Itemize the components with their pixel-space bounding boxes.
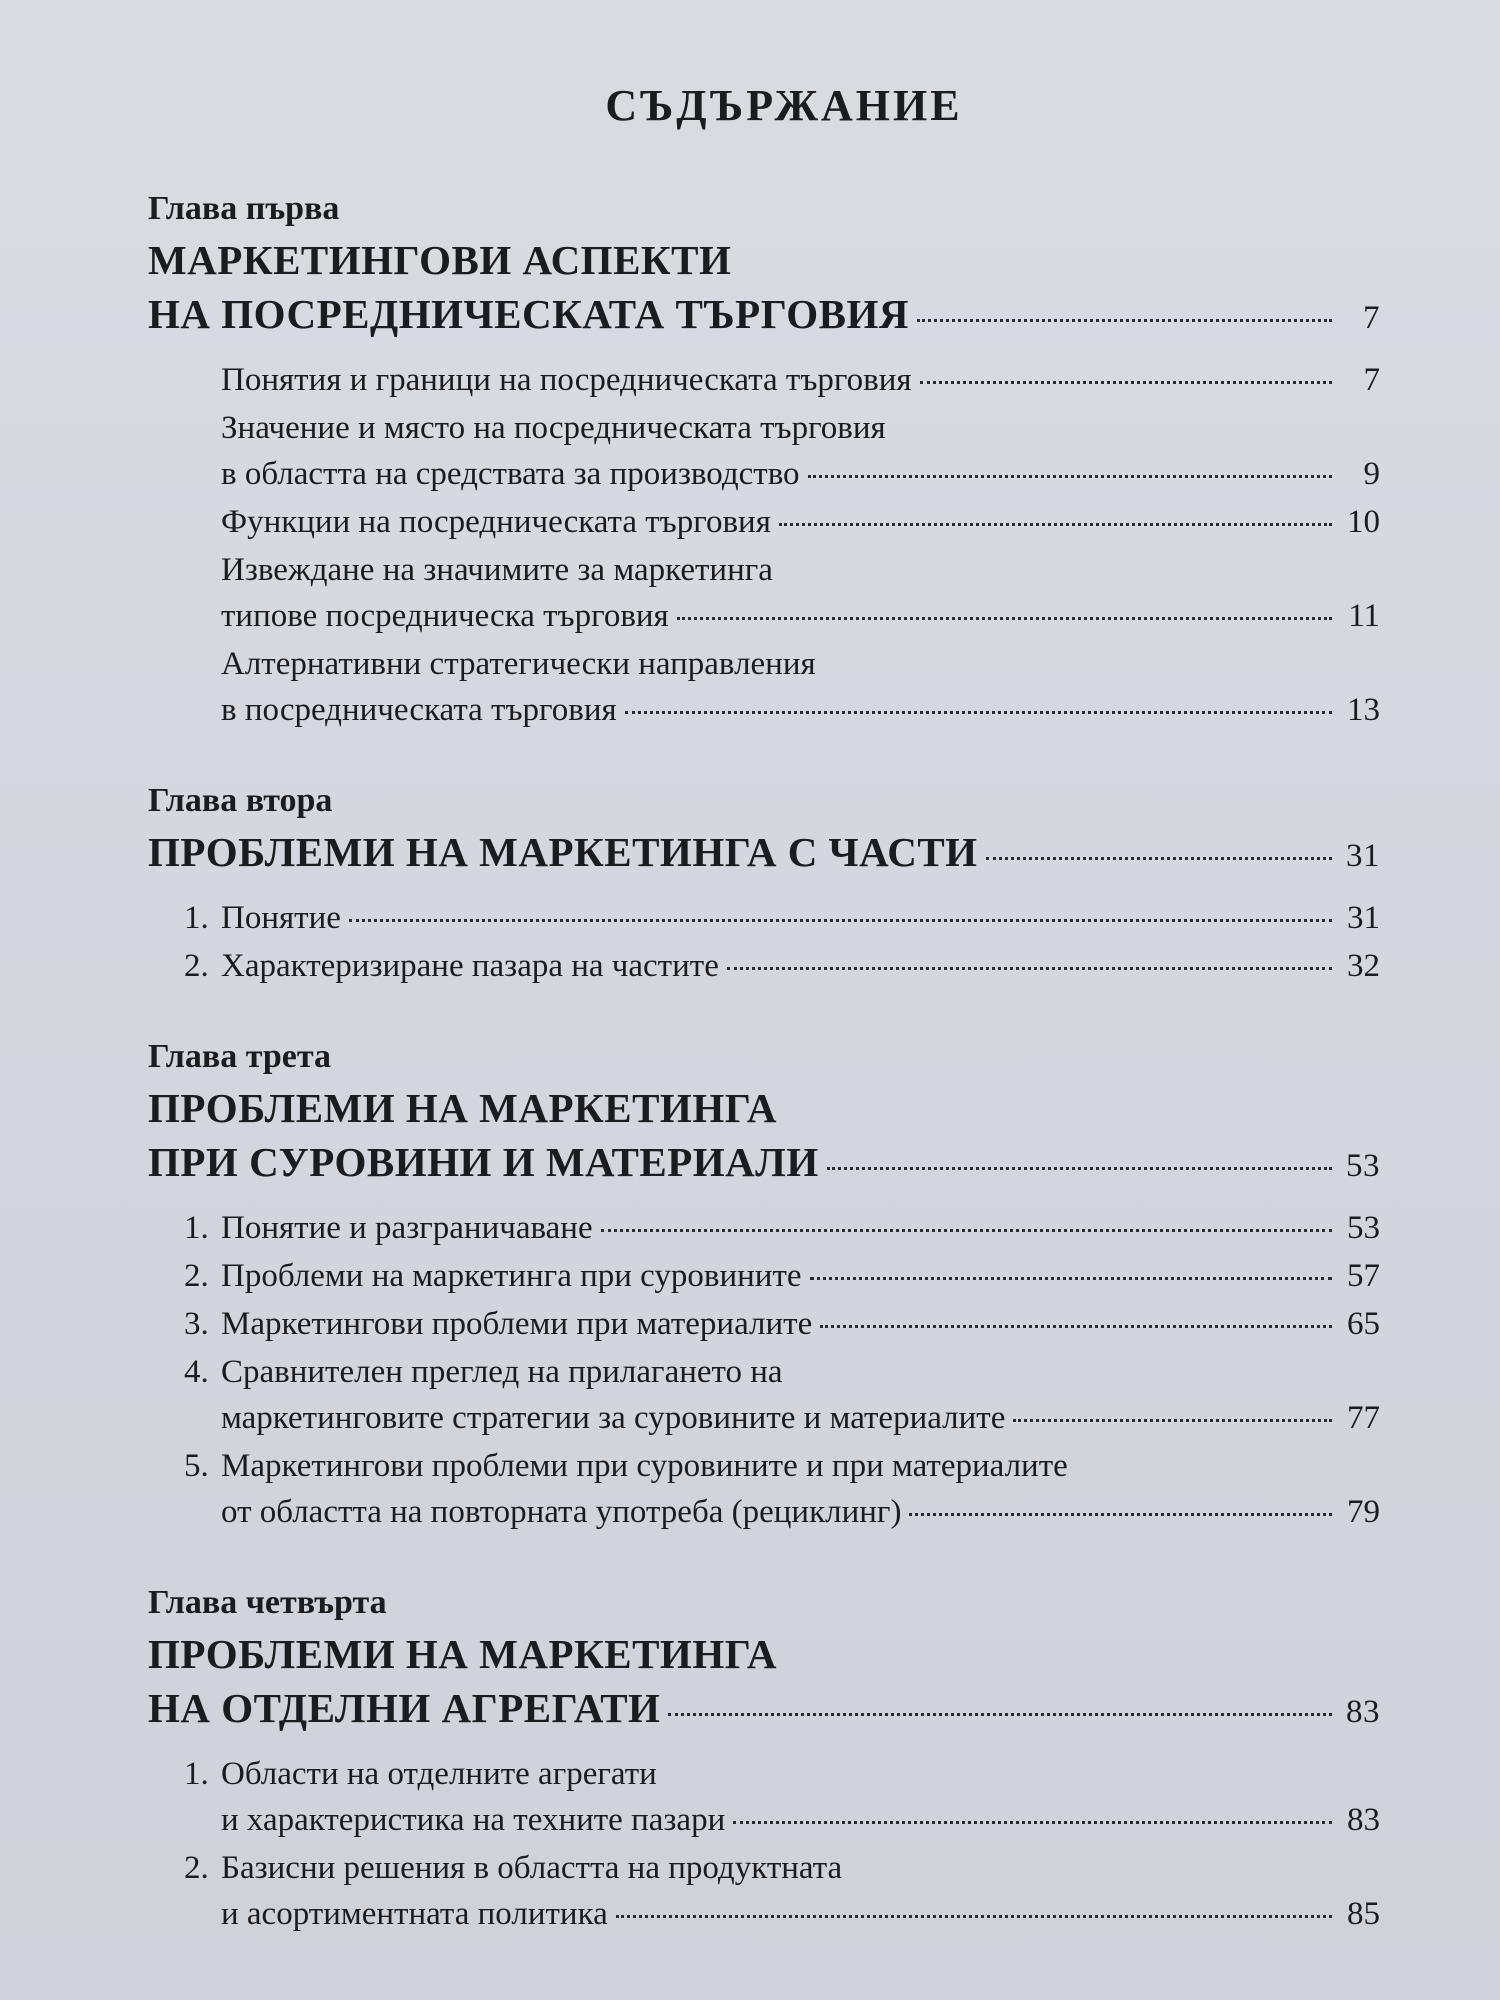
toc-entry[interactable] xyxy=(148,641,1380,733)
entry-list xyxy=(148,1751,1380,1937)
entry-text: Понятие xyxy=(221,900,341,936)
entry-number: 4. xyxy=(184,1354,209,1390)
entry-text: Характеризиране пазара на частите xyxy=(221,948,719,984)
entry-number: 2. xyxy=(184,1258,209,1294)
entry-number: 1. xyxy=(184,900,209,936)
entry-text: Маркетингови проблеми при суровините и при материалите xyxy=(221,1448,1068,1484)
entry-text: в посредническата търговия xyxy=(221,692,617,728)
chapter-1 xyxy=(148,189,1380,733)
entry-number: 1. xyxy=(184,1756,209,1792)
dot-leader xyxy=(349,919,1332,922)
entry-number: 5. xyxy=(184,1448,209,1484)
chapter-2 xyxy=(148,781,1380,989)
entry-text: Функции на посредническата търговия xyxy=(221,504,771,540)
dot-leader xyxy=(917,319,1332,322)
chapter-label: Глава втора xyxy=(148,782,333,819)
chapter-heading-row[interactable] xyxy=(148,1681,1380,1739)
entry-number: 2. xyxy=(184,948,209,984)
entry-text: Извеждане на значимите за маркетинга xyxy=(221,552,773,588)
chapter-heading-line: МАРКЕТИНГОВИ АСПЕКТИ xyxy=(148,237,732,283)
entry-number: 2. xyxy=(184,1850,209,1886)
dot-leader xyxy=(920,381,1332,384)
dot-leader xyxy=(616,1915,1332,1918)
toc-entry[interactable] xyxy=(148,1349,1380,1441)
entry-text: маркетинговите стратегии за суровините и материалите xyxy=(221,1400,1006,1436)
entry-text: Понятия и граници на посредническата търговия xyxy=(221,362,912,398)
dot-leader xyxy=(986,857,1332,860)
page-number: 77 xyxy=(1347,1400,1380,1436)
dot-leader xyxy=(827,1167,1332,1170)
page-number: 83 xyxy=(1346,1694,1380,1730)
chapter-heading-line: НА ПОСРЕДНИЧЕСКАТА ТЪРГОВИЯ xyxy=(148,291,910,337)
chapter-heading-row[interactable] xyxy=(148,1135,1380,1193)
chapter-heading-row[interactable] xyxy=(148,825,1380,883)
page-number: 13 xyxy=(1347,692,1380,728)
entry-list xyxy=(148,895,1380,989)
toc-entry[interactable] xyxy=(148,1205,1380,1251)
chapter-label: Глава трета xyxy=(148,1038,331,1075)
chapter-heading-row[interactable] xyxy=(148,287,1380,345)
entry-text: в областта на средствата за производство xyxy=(221,456,800,492)
entry-text: Проблеми на маркетинга при суровините xyxy=(221,1258,802,1294)
toc-entry[interactable] xyxy=(148,357,1380,403)
chapter-heading-line: НА ОТДЕЛНИ АГРЕГАТИ xyxy=(148,1685,661,1731)
dot-leader xyxy=(733,1821,1332,1824)
entry-text: Алтернативни стратегически направления xyxy=(221,646,816,682)
dot-leader xyxy=(625,711,1332,714)
dot-leader xyxy=(727,967,1332,970)
page-number: 11 xyxy=(1348,598,1380,634)
entry-text: Сравнителен преглед на прилагането на xyxy=(221,1354,783,1390)
dot-leader xyxy=(779,523,1332,526)
dot-leader xyxy=(668,1713,1332,1716)
chapter-heading-line: ПРОБЛЕМИ НА МАРКЕТИНГА С ЧАСТИ xyxy=(148,829,978,875)
entry-number: 1. xyxy=(184,1210,209,1246)
page-number: 85 xyxy=(1347,1896,1380,1932)
page-number: 53 xyxy=(1346,1148,1380,1184)
dot-leader xyxy=(677,617,1332,620)
dot-leader xyxy=(810,1277,1332,1280)
page-number: 53 xyxy=(1347,1210,1380,1246)
page-number: 65 xyxy=(1347,1306,1380,1342)
page-number: 31 xyxy=(1346,838,1380,874)
chapter-heading-line: ПРИ СУРОВИНИ И МАТЕРИАЛИ xyxy=(148,1139,819,1185)
entry-list xyxy=(148,357,1380,733)
page-number: 32 xyxy=(1347,948,1380,984)
chapter-heading-line: ПРОБЛЕМИ НА МАРКЕТИНГА xyxy=(148,1085,777,1131)
toc-entry[interactable] xyxy=(148,1253,1380,1299)
page-number: 10 xyxy=(1347,504,1380,540)
chapter-4 xyxy=(148,1583,1380,1937)
entry-text: Маркетингови проблеми при материалите xyxy=(221,1306,813,1342)
page-number: 7 xyxy=(1363,300,1380,336)
toc-entry[interactable] xyxy=(148,1301,1380,1347)
toc-entry[interactable] xyxy=(148,1443,1380,1535)
page-number: 57 xyxy=(1347,1258,1380,1294)
toc-entry[interactable] xyxy=(148,405,1380,497)
chapter-label: Глава първа xyxy=(148,190,340,227)
toc-entry[interactable] xyxy=(148,895,1380,941)
entry-text: Базисни решения в областта на продуктната xyxy=(221,1850,843,1886)
entry-list xyxy=(148,1205,1380,1535)
entry-text: типове посредническа търговия xyxy=(221,598,669,634)
page-number: 83 xyxy=(1347,1802,1380,1838)
chapter-heading-line: ПРОБЛЕМИ НА МАРКЕТИНГА xyxy=(148,1631,777,1677)
entry-text: от областта на повторната употреба (рециклинг) xyxy=(221,1494,902,1530)
dot-leader xyxy=(601,1229,1332,1232)
page-title: СЪДЪРЖАНИЕ xyxy=(605,81,963,130)
page-number: 9 xyxy=(1363,456,1380,492)
page-number: 7 xyxy=(1363,362,1380,398)
entry-text: Понятие и разграничаване xyxy=(221,1210,593,1246)
entry-number: 3. xyxy=(184,1306,209,1342)
toc-entry[interactable] xyxy=(148,1751,1380,1843)
dot-leader xyxy=(820,1325,1332,1328)
dot-leader xyxy=(808,475,1332,478)
entry-text: и асортиментната политика xyxy=(221,1896,608,1932)
entry-text: и характеристика на техните пазари xyxy=(221,1802,726,1838)
chapter-label: Глава четвърта xyxy=(148,1584,387,1621)
toc-entry[interactable] xyxy=(148,943,1380,989)
toc-entry[interactable] xyxy=(148,547,1380,639)
chapter-3 xyxy=(148,1037,1380,1535)
toc-entry[interactable] xyxy=(148,499,1380,545)
page-number: 79 xyxy=(1347,1494,1380,1530)
entry-text: Области на отделните агрегати xyxy=(221,1756,657,1792)
dot-leader xyxy=(1013,1419,1332,1422)
dot-leader xyxy=(909,1513,1332,1516)
toc-entry[interactable] xyxy=(148,1845,1380,1937)
page-number: 31 xyxy=(1347,900,1380,936)
entry-text: Значение и място на посредническата търговия xyxy=(221,410,886,446)
